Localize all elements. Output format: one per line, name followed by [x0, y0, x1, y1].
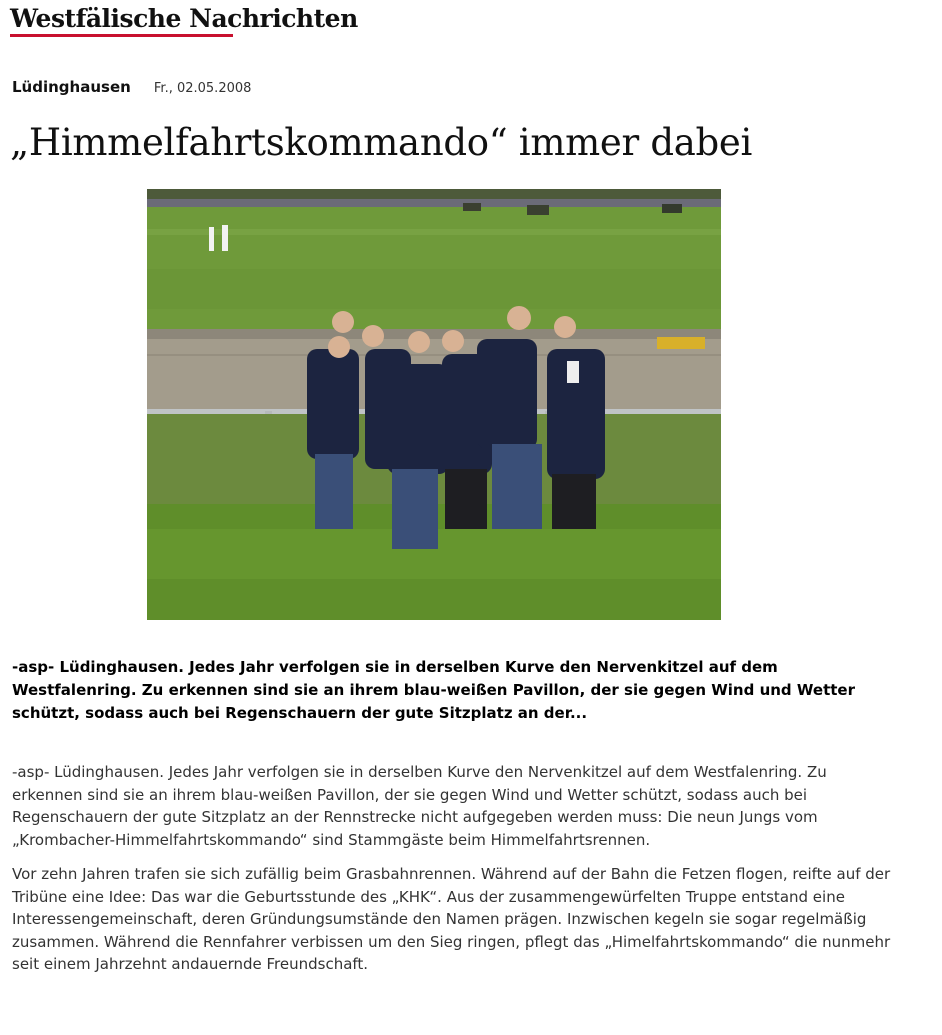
article-lead: -asp- Lüdinghausen. Jedes Jahr verfolgen sie in derselben Kurve den Nervenkitzel auf dem Westfalenring. Zu erkennen sind sie an ihrem blau-weißen Pavillon, der sie gegen Wind und Wetter schützt, sodass auch bei Regenschauern der gute Sitzplatz an der...	[12, 658, 855, 722]
masthead-underline	[10, 34, 233, 37]
article-photo	[147, 189, 721, 620]
article-title: „Himmelfahrtskommando“ immer dabei	[10, 121, 752, 164]
dateline	[12, 77, 251, 97]
masthead-logo[interactable]: Westfälische Nachrichten	[10, 4, 358, 33]
location-label: Lüdinghausen	[12, 78, 131, 96]
article-paragraph: -asp- Lüdinghausen. Jedes Jahr verfolgen sie in derselben Kurve den Nervenkitzel auf dem Westfalenring. Zu erkennen sind sie an ihrem blau-weißen Pavillon, der sie gegen Wind und Wetter schützt, sodass auch bei Regenschauern der gute Sitzplatz an der Rennstrecke nicht aufgegeben werden muss: Die neun Jungs vom „Krombacher-Himmelfahrtskommando“ sind Stammgäste beim Himmelfahrtsrennen.	[12, 763, 827, 849]
publish-date: Fr., 02.05.2008	[153, 81, 252, 96]
article-body	[12, 761, 892, 988]
article-paragraph: Vor zehn Jahren trafen sie sich zufällig beim Grasbahnrennen. Während auf der Bahn die Fetzen flogen, reifte auf der Tribüne eine Idee: Das war die Geburtsstunde des „KHK“. Aus der zusammengewürfelten Truppe entstand eine Interessengemeinschaft, deren Gründungsumstände den Namen prägen. Inzwischen kegeln sie sogar regelmäßig zusammen. Während die Rennfahrer verbissen um den Sieg ringen, pflegt das „Himelfahrtskommando“ die nunmehr seit einem Jahrzehnt andauernde Freundschaft.	[12, 865, 891, 973]
